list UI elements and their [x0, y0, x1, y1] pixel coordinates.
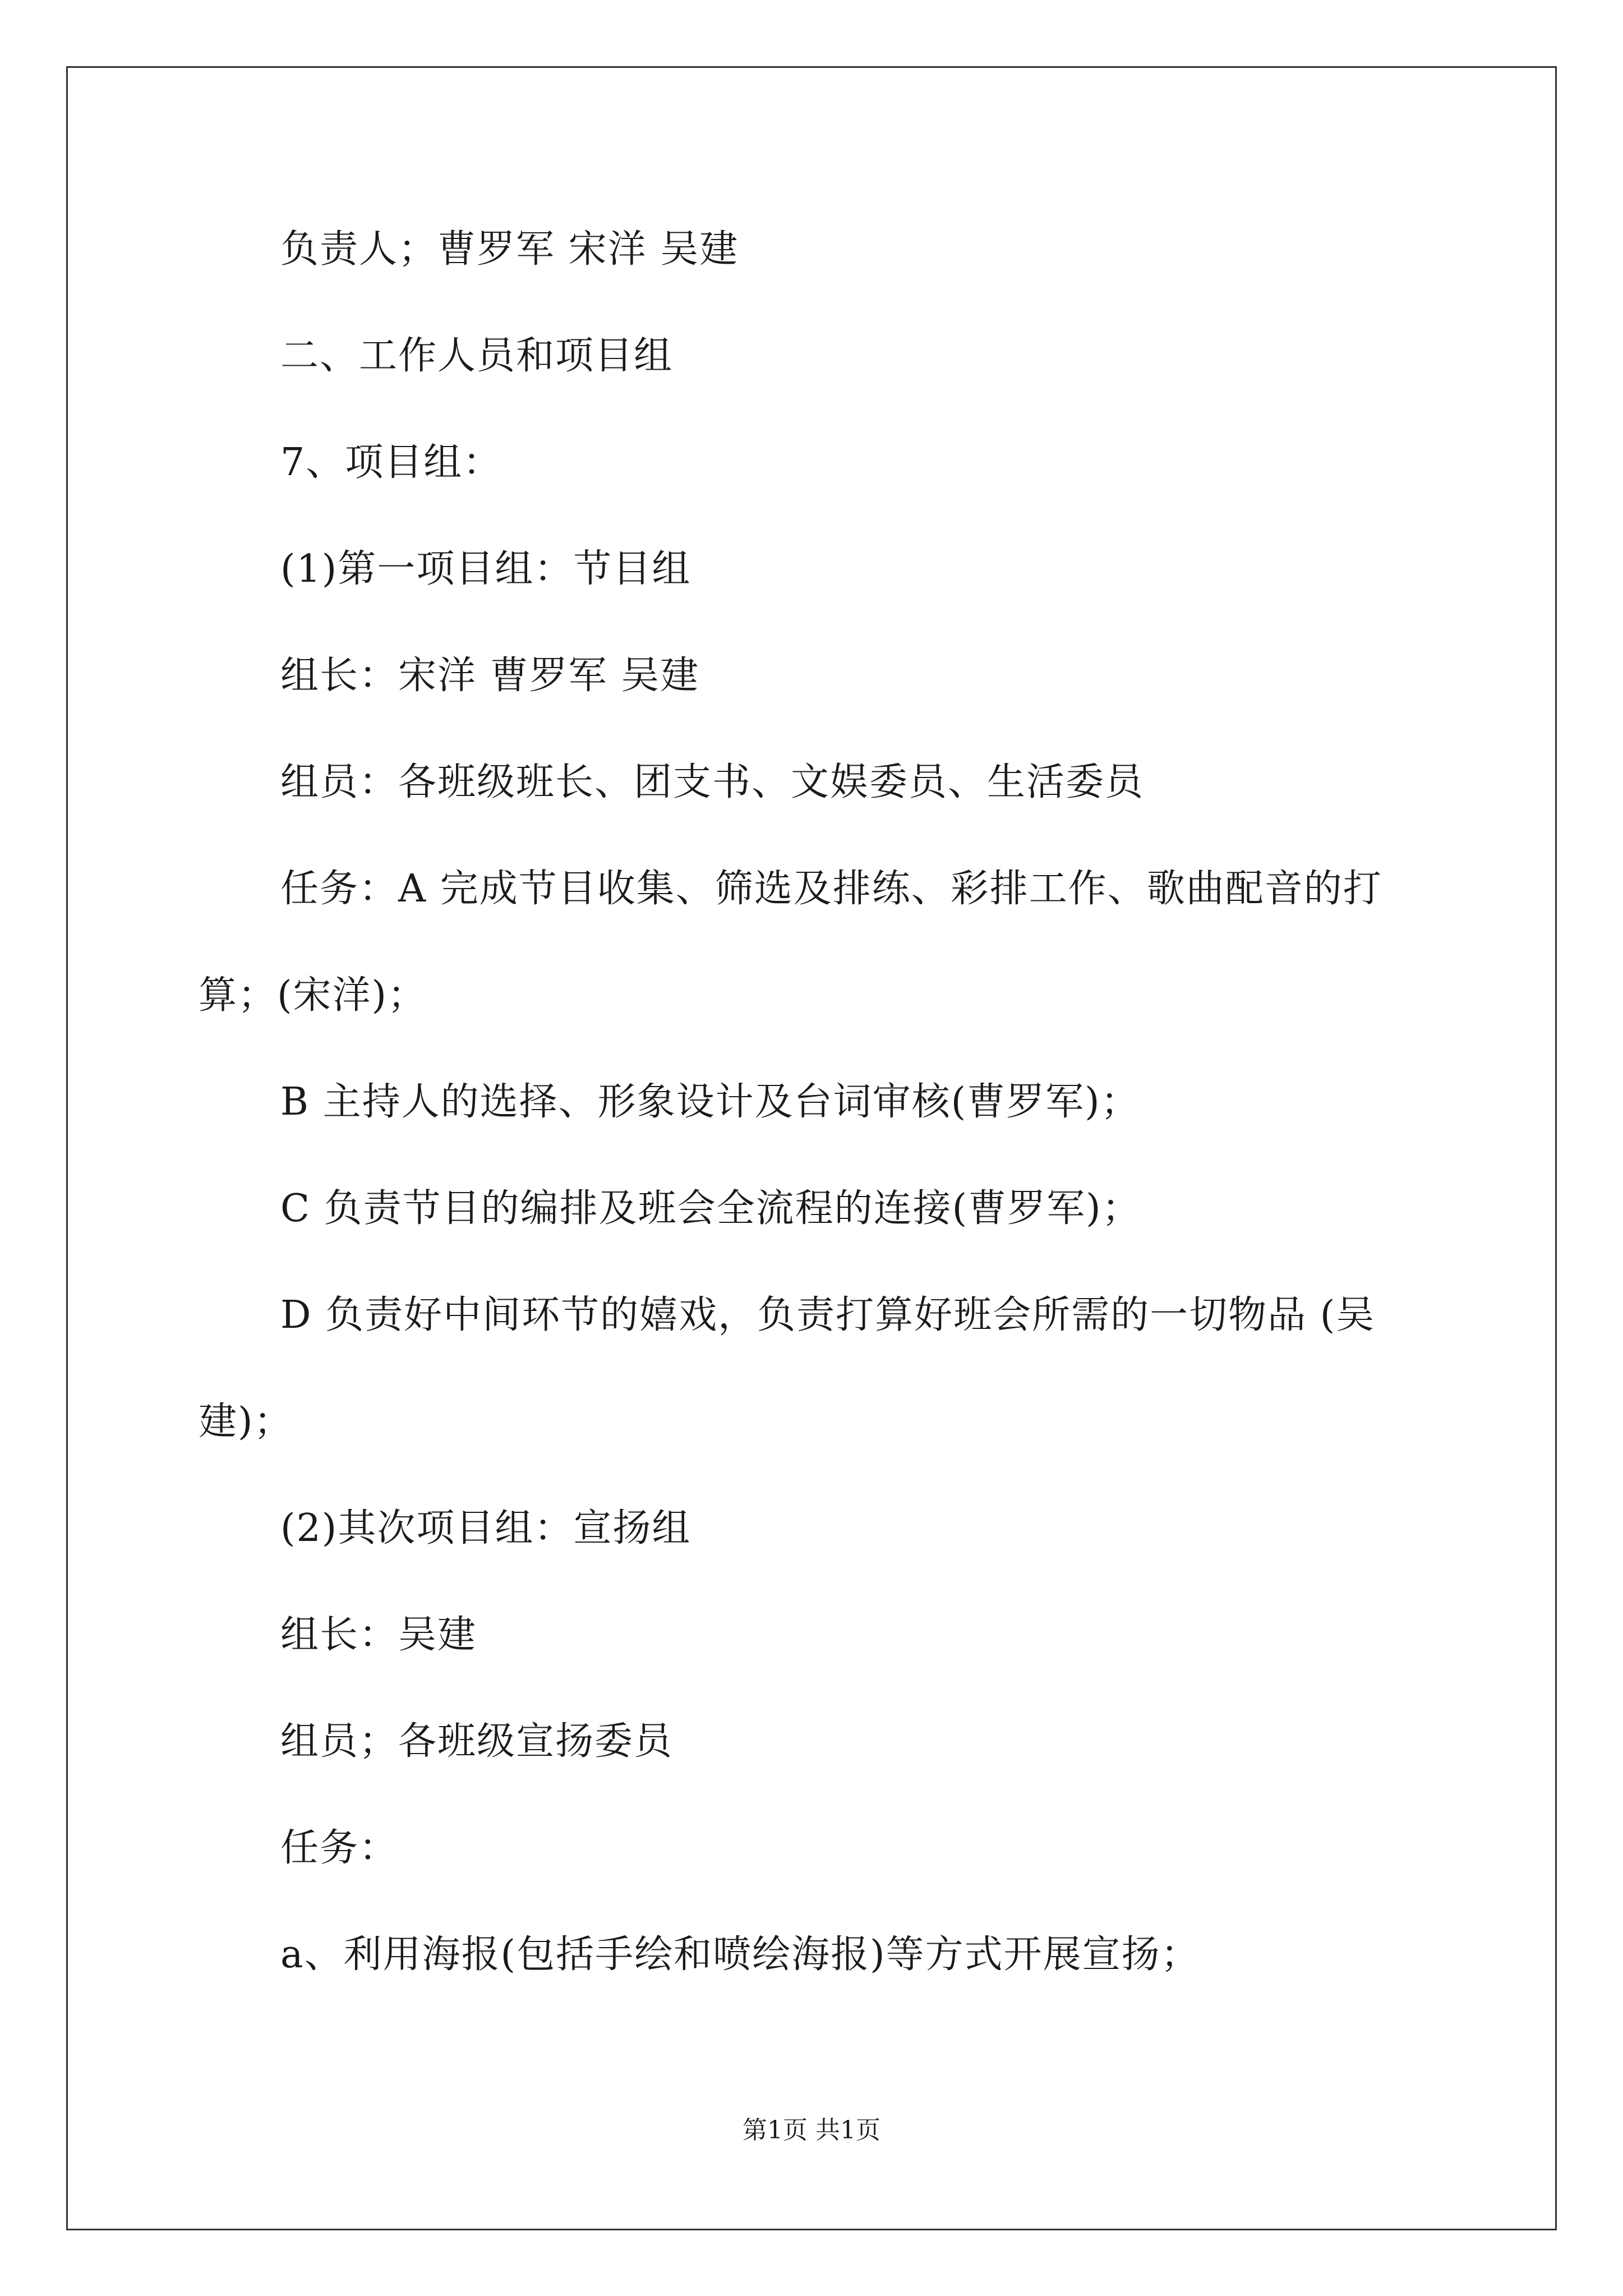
section-heading: 二、工作人员和项目组	[280, 334, 674, 378]
text-line: a、利用海报(包括手绘和喷绘海报)等方式开展宣扬；	[280, 1932, 1200, 1977]
text-line: C 负责节目的编排及班会全流程的连接(曹罗军)；	[280, 1186, 1141, 1231]
text-line-continuation: 算；(宋洋)；	[199, 973, 427, 1018]
text-line: (1)第一项目组：节目组	[280, 547, 691, 591]
text-line: 7、项目组：	[280, 440, 502, 485]
text-line: 组员；各班级宣扬委员	[280, 1719, 674, 1764]
text-line: D 负责好中间环节的嬉戏，负责打算好班会所需的一切物品 (吴	[280, 1293, 1376, 1337]
text-line: 任务：	[280, 1826, 399, 1870]
page-number-footer: 第1页 共1页	[743, 2116, 880, 2145]
text-line: 任务：A 完成节目收集、筛选及排练、彩排工作、歌曲配音的打	[280, 867, 1382, 911]
text-line: 组员：各班级班长、团支书、文娱委员、生活委员	[280, 760, 1145, 804]
text-line: 负责人；曹罗军 宋洋 吴建	[280, 227, 739, 272]
text-line: B 主持人的选择、形象设计及台词审核(曹罗军)；	[280, 1080, 1140, 1124]
text-line: 组长：宋洋 曹罗军 吴建	[280, 654, 700, 698]
text-line-continuation: 建)；	[199, 1400, 293, 1444]
page-frame	[66, 66, 1557, 2230]
text-line: 组长：吴建	[280, 1613, 477, 1657]
text-line: (2)其次项目组：宣扬组	[280, 1506, 691, 1550]
